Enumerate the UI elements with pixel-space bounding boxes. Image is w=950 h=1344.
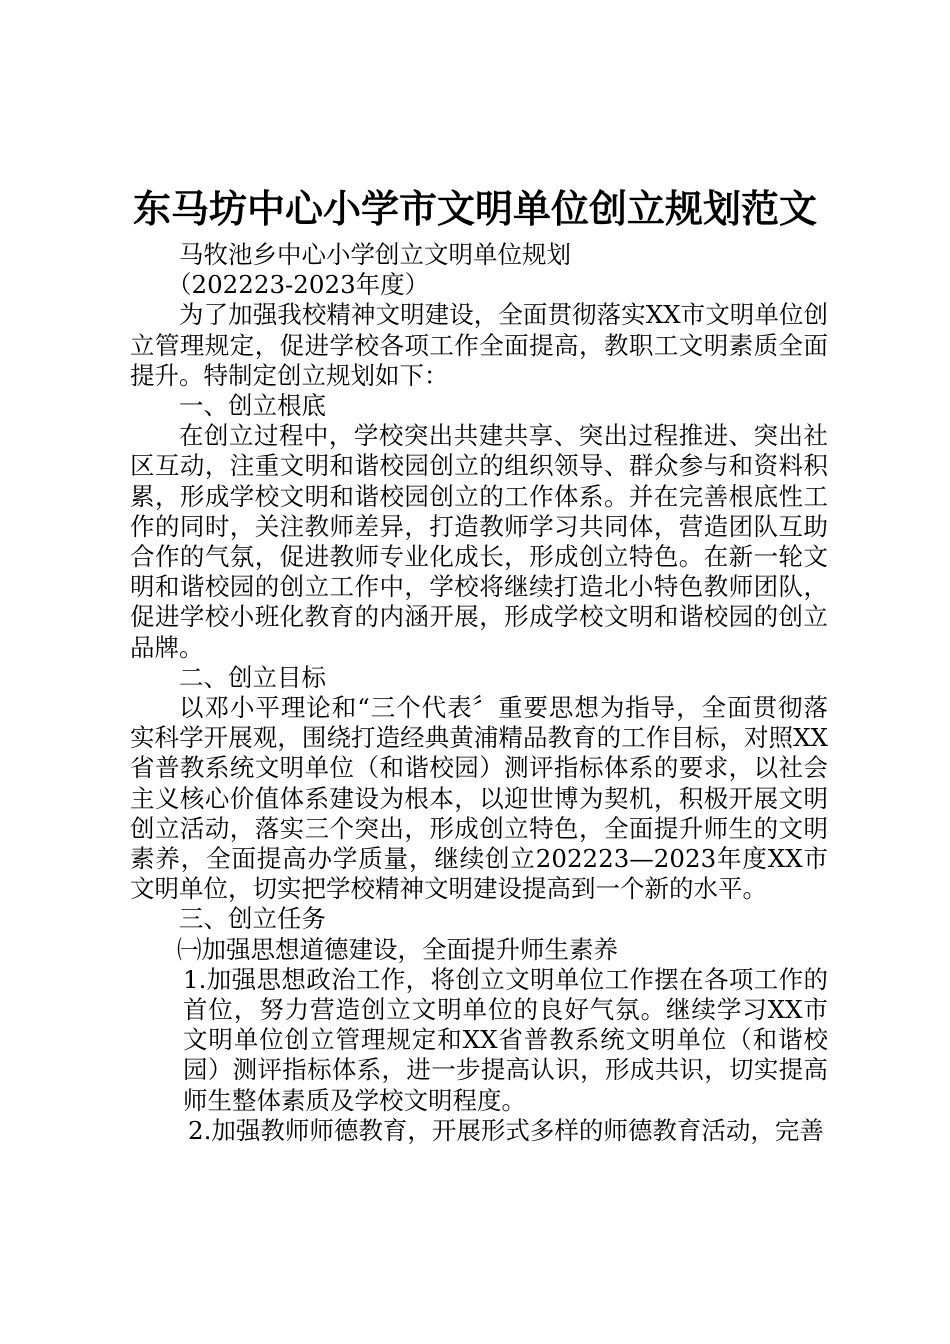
list-item: 2.加强教师师德教育，开展形式多样的师德教育活动，完善 xyxy=(188,1115,824,1145)
document-body xyxy=(130,240,828,1146)
document-title: 东马坊中心小学市文明单位创立规划范文 xyxy=(132,186,817,231)
section-heading: 一、创立根底 xyxy=(179,391,326,421)
subsection-heading: ㈠加强思想道德建设，全面提升师生素养 xyxy=(177,934,618,964)
list-item: 1.加强思想政治工作，将创立文明单位工作摆在各项工作的首位，努力营造创立文明单位的良好气氛。继续学习XX市文明单位创立管理规定和XX省普教系统文明单位（和谐校园）测评指标体系，进一步提高认识，形成共识，切实提高师生整体素质及学校文明程度。 xyxy=(183,964,828,1115)
section-heading: 三、创立任务 xyxy=(179,904,326,934)
section-paragraph: 在创立过程中，学校突出共建共享、突出过程推进、突出社区互动，注重文明和谐校园创立的组织领导、群众参与和资料积累，形成学校文明和谐校园创立的工作体系。并在完善根底性工作的同时，关注教师差异，打造教师学习共同体，营造团队互助合作的气氛，促进教师专业化成长，形成创立特色。在新一轮文明和谐校园的创立工作中，学校将继续打造北小特色教师团队，促进学校小班化教育的内涵开展，形成学校文明和谐校园的创立品牌。 xyxy=(130,421,828,662)
section-heading: 二、创立目标 xyxy=(179,662,326,692)
subtitle: 马牧池乡中心小学创立文明单位规划 xyxy=(179,240,571,269)
intro-paragraph: 为了加强我校精神文明建设，全面贯彻落实XX市文明单位创立管理规定，促进学校各项工作全面提高，教职工文明素质全面提升。特制定创立规划如下： xyxy=(130,300,828,390)
year-range: （202223-2023年度） xyxy=(167,270,430,300)
section-paragraph: 以邓小平理论和“三个代表〞重要思想为指导，全面贯彻落实科学开展观，围绕打造经典黄浦精品教育的工作目标，对照XX省普教系统文明单位（和谐校园）测评指标体系的要求，以社会主义核心价值体系建设为根本，以迎世博为契机，积极开展文明创立活动，落实三个突出，形成创立特色，全面提升师生的文明素养，全面提高办学质量，继续创立202223—2023年度XX市文明单位，切实把学校精神文明建设提高到一个新的水平。 xyxy=(130,693,828,904)
